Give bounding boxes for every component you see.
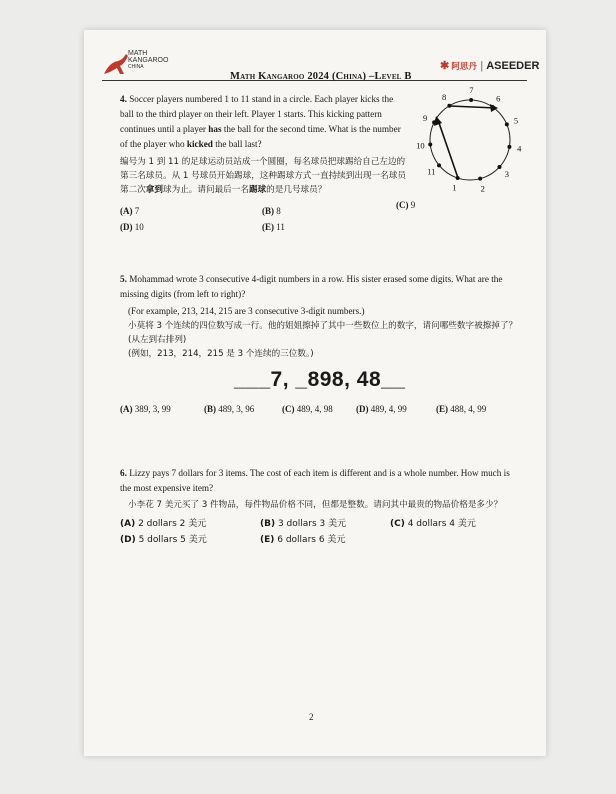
option-label: (B) <box>204 404 216 414</box>
player-label: 2 <box>480 183 485 194</box>
option-value: 389, 3, 99 <box>134 404 171 414</box>
option-e[interactable] <box>436 404 486 414</box>
question-text: Soccer players numbered 1 to 11 stand in a circle. Each player kicks the ball to the third player on their left. Player 1 starts. This kicking pattern continues until a player <box>120 94 394 134</box>
question-text: Lizzy pays 7 dollars for 3 items. The cost of each item is different and is a whole number. How much is the most expensive item? <box>120 468 510 493</box>
question-number: 4. <box>120 94 127 104</box>
option-label: (A) <box>120 404 133 414</box>
player-label: 10 <box>416 140 425 151</box>
option-a[interactable] <box>120 404 171 414</box>
option-d[interactable] <box>356 404 407 414</box>
asterisk-icon: ✱ <box>440 60 450 72</box>
option-value: 5 dollars 5 美元 <box>138 535 207 545</box>
option-label: (A) <box>120 206 133 216</box>
option-label: (E) <box>260 535 275 545</box>
option-label: (D) <box>356 404 369 414</box>
option-value: 2 dollars 2 美元 <box>138 519 207 529</box>
question-text: Mohammad wrote 3 consecutive 4-digit numbers in a row. His sister erased some digits. What are the missing digits (from left to right)? <box>120 274 503 299</box>
question-5 <box>120 272 520 361</box>
option-label: (C) <box>396 200 409 210</box>
option-b[interactable] <box>260 516 346 529</box>
question-6 <box>120 466 520 512</box>
question-number: 6. <box>120 468 127 478</box>
option-d[interactable] <box>120 532 207 545</box>
header-rule <box>102 80 527 81</box>
question-example-zh: (例如，213，214，215 是 3 个连续的三位数。) <box>128 349 314 359</box>
player-dot <box>497 165 501 169</box>
page-title: Math Kangaroo 2024 (China) –Level B <box>230 71 412 82</box>
option-d[interactable] <box>120 222 144 232</box>
player-label: 6 <box>496 93 501 104</box>
option-label: (C) <box>282 404 295 414</box>
player-label: 11 <box>427 166 436 177</box>
option-c[interactable] <box>390 516 476 529</box>
question-text-zh: 小李花 7 美元买了 3 件物品，每件物品价格不同，但都是整数。请问其中最贵的物品价格是多少？ <box>128 500 503 510</box>
option-label: (A) <box>120 519 136 529</box>
option-value: 11 <box>276 222 285 232</box>
option-value: 10 <box>134 222 144 232</box>
player-label: 5 <box>513 115 519 126</box>
emphasis: kicked <box>186 139 213 149</box>
emphasis: 拿到 <box>145 185 163 195</box>
partner-name-en: ASEEDER <box>486 60 540 72</box>
partner-name-zh: 阿思丹 <box>451 62 478 72</box>
player-label: 4 <box>517 143 522 154</box>
partner-logo: ✱ 阿思丹 | ASEEDER <box>440 60 540 72</box>
option-value: 4 dollars 4 美元 <box>407 519 476 529</box>
question-example: (For example, 213, 214, 215 are 3 consecutive 3-digit numbers.) <box>128 306 365 316</box>
option-value: 6 dollars 6 美元 <box>277 535 346 545</box>
player-dot <box>469 98 473 102</box>
option-c[interactable] <box>282 404 333 414</box>
players-circle-diagram <box>414 82 526 194</box>
question-text: the ball last? <box>212 139 262 149</box>
option-e[interactable] <box>260 532 345 545</box>
logo-line: CHINA <box>128 64 144 70</box>
option-value: 488, 4, 99 <box>450 404 487 414</box>
logo-line: MATH <box>128 50 148 57</box>
player-label: 3 <box>504 168 509 179</box>
option-e[interactable] <box>262 222 285 232</box>
option-a[interactable] <box>120 516 206 529</box>
player-dot <box>505 122 509 126</box>
digit-puzzle: ___7, _898, 48__ <box>234 368 406 391</box>
option-value: 9 <box>410 200 416 210</box>
question-text: the ball for the second time. What is the number of the player who <box>120 124 401 149</box>
option-value: 3 dollars 3 美元 <box>277 519 347 529</box>
logo-line: KANGAROO <box>128 57 169 64</box>
option-value: 7 <box>134 206 140 216</box>
option-label: (D) <box>120 535 136 545</box>
question-text-zh-part: 编号为 1 到 11 的足球运动员站成一个圆圈，每名球员把球踢给自己左边的第三名球员。从 1 号球员开始踢球，这种踢球方式一直持续到出现一名球员第二次 <box>120 157 406 195</box>
question-text-zh <box>120 155 408 197</box>
option-label: (B) <box>260 519 276 529</box>
option-label: (D) <box>120 222 133 232</box>
question-text-zh-part: 球为止。请问最后一名 <box>163 185 249 195</box>
question-4 <box>120 92 408 197</box>
player-dot <box>478 177 482 181</box>
player-label: 1 <box>452 182 457 193</box>
logo-text <box>128 50 168 71</box>
option-c[interactable] <box>396 200 415 210</box>
option-b[interactable] <box>204 404 254 414</box>
option-label: (E) <box>262 222 274 232</box>
question-text-zh-part: 的是几号球员？ <box>266 185 327 195</box>
emphasis: has <box>208 124 222 134</box>
player-dot <box>437 163 441 167</box>
emphasis: 踢球 <box>248 185 267 195</box>
player-label: 7 <box>469 85 474 96</box>
arrow-4-to-7 <box>450 106 496 108</box>
arrowhead <box>434 116 442 126</box>
option-label: (B) <box>262 206 274 216</box>
player-label: 9 <box>423 112 428 123</box>
option-b[interactable] <box>262 206 281 216</box>
option-value: 489, 4, 99 <box>370 404 407 414</box>
question-number: 5. <box>120 274 127 284</box>
player-dot <box>507 145 511 149</box>
option-value: 489, 4, 98 <box>296 404 333 414</box>
option-a[interactable] <box>120 206 139 216</box>
option-value: 489, 3, 96 <box>218 404 255 414</box>
question-text-zh: 小莫将 3 个连续的四位数写成一行。他的姐姐擦掉了其中一些数位上的数字，请问哪些数字被擦掉了？(从左到右排列) <box>128 321 518 345</box>
arrow-1-to-4 <box>438 120 458 178</box>
option-label: (E) <box>436 404 448 414</box>
option-value: 8 <box>276 206 281 216</box>
page-number: 2 <box>309 712 314 722</box>
player-dot <box>428 143 432 147</box>
exam-page <box>84 30 546 756</box>
player-label: 8 <box>442 92 447 103</box>
option-label: (C) <box>390 519 405 529</box>
